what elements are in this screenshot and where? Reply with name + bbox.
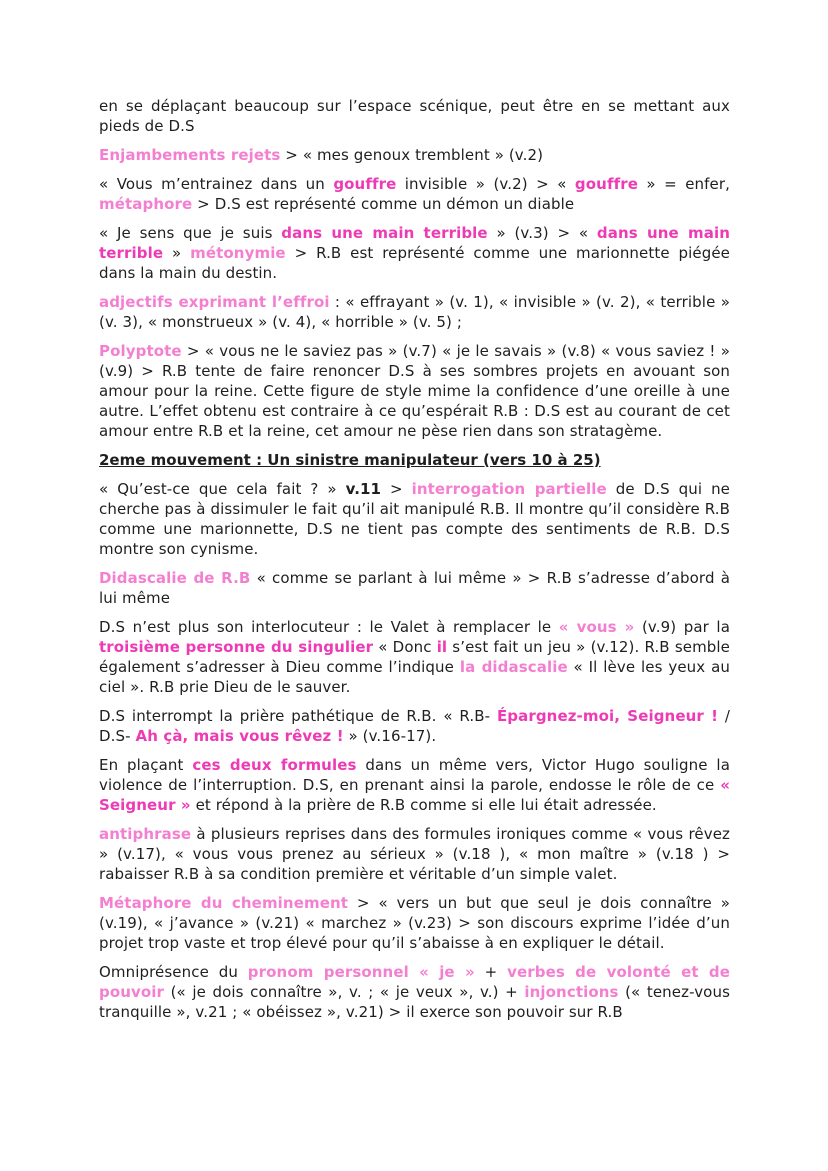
highlight-term: Polyptote bbox=[99, 342, 182, 360]
text: en se déplaçant beaucoup sur l’espace scénique, peut être en se mettant aux pieds de D.S bbox=[99, 97, 730, 135]
section-heading: 2eme mouvement : Un sinistre manipulateur (vers 10 à 25) bbox=[99, 451, 601, 469]
text: « Il lève les yeux au ciel ». R.B prie Dieu de le sauver. bbox=[99, 658, 730, 696]
highlight-term: troisième personne du singulier bbox=[99, 638, 374, 656]
text: > « mes genoux tremblent » (v.2) bbox=[280, 146, 544, 164]
highlight-term: dans une main terrible bbox=[99, 224, 730, 262]
highlight-term: Épargnez-moi, Seigneur ! bbox=[496, 707, 719, 725]
highlight-term: pronom personnel « je » bbox=[247, 963, 475, 981]
text: D.S interrompt la prière pathétique de R.B. « R.B- bbox=[99, 707, 497, 725]
highlight-term: injonctions bbox=[524, 983, 619, 1001]
text: à plusieurs reprises dans des formules ironiques comme « vous rêvez » (v.17), « vous vous prenez au sérieux » (v.18 ), « mon maître » (v.18 ) > rabaisser R.B à sa condition première et véritable d’un simple valet. bbox=[99, 825, 730, 883]
highlight-term: « vous » bbox=[558, 618, 635, 636]
document-body bbox=[99, 96, 730, 1031]
paragraph-10 bbox=[99, 706, 730, 746]
paragraph-9 bbox=[99, 617, 730, 697]
paragraph-5 bbox=[99, 292, 730, 332]
highlight-term: verbes de volonté et de pouvoir bbox=[99, 963, 731, 1001]
text: et répond à la prière de R.B comme si elle lui était adressée. bbox=[190, 796, 657, 814]
highlight-term: métonymie bbox=[190, 244, 286, 262]
text: (« tenez-vous tranquille », v.21 ; « obéissez », v.21) > il exerce son pouvoir sur R.B bbox=[99, 983, 730, 1021]
text: > bbox=[381, 480, 412, 498]
text: / D.S- bbox=[99, 707, 730, 745]
text: (« je dois connaître », v. ; « je veux », v.) + bbox=[164, 983, 525, 1001]
paragraph-11 bbox=[99, 755, 730, 815]
text: > « vers un but que seul je dois connaître » (v.19), « j’avance » (v.21) « marchez » (v.23) > son discours exprime l’idée d’un projet trop vaste et trop élevé pour qu’il s’abaisse à en expliquer le détail. bbox=[99, 894, 731, 952]
paragraph-3 bbox=[99, 174, 730, 214]
text: » = enfer, bbox=[637, 175, 730, 193]
text: invisible » (v.2) > « bbox=[396, 175, 575, 193]
text: « comme se parlant à lui même » > R.B s’adresse d’abord à lui même bbox=[99, 569, 730, 607]
paragraph-4 bbox=[99, 223, 730, 283]
highlight-term: ces deux formules bbox=[192, 756, 357, 774]
text: (v.9) par la bbox=[634, 618, 730, 636]
highlight-term: dans une main terrible bbox=[281, 224, 488, 242]
text: « Je sens que je suis bbox=[99, 224, 282, 242]
verse-reference: v.11 bbox=[345, 480, 382, 498]
highlight-term: adjectifs exprimant l’effroi bbox=[99, 293, 330, 311]
text: : « effrayant » (v. 1), « invisible » (v. 2), « terrible » (v. 3), « monstrueux » (v. 4), « horrible » (v. 5) ; bbox=[99, 293, 730, 331]
highlight-term: Ah çà, mais vous rêvez ! bbox=[135, 727, 344, 745]
paragraph-14 bbox=[99, 962, 730, 1022]
highlight-term: « Seigneur » bbox=[99, 776, 730, 814]
text: de D.S qui ne cherche pas à dissimuler le fait qu’il ait manipulé R.B. Il montre qu’il considère R.B comme une marionnette, D.S ne tient pas compte des sentiments de R.B. D.S montre son cynisme. bbox=[99, 480, 731, 558]
text: » (v.3) > « bbox=[487, 224, 597, 242]
text: » bbox=[163, 244, 191, 262]
highlight-term: antiphrase bbox=[99, 825, 192, 843]
text: dans un même vers, Victor Hugo souligne la violence de l’interruption. D.S, en prenant ainsi la parole, endosse le rôle de ce bbox=[99, 756, 730, 794]
text: « Donc bbox=[373, 638, 437, 656]
text: « Qu’est-ce que cela fait ? » bbox=[99, 480, 346, 498]
highlight-term: Didascalie de R.B bbox=[99, 569, 251, 587]
highlight-term: interrogation partielle bbox=[411, 480, 607, 498]
paragraph-6 bbox=[99, 341, 730, 441]
paragraph-7 bbox=[99, 479, 730, 559]
highlight-term: Métaphore du cheminement bbox=[99, 894, 349, 912]
paragraph-2 bbox=[99, 145, 730, 165]
highlight-term: gouffre bbox=[333, 175, 397, 193]
text: > R.B est représenté comme une marionnette piégée dans la main du destin. bbox=[99, 244, 731, 282]
highlight-term: la didascalie bbox=[459, 658, 568, 676]
text: Omniprésence du bbox=[99, 963, 248, 981]
text: « Vous m’entrainez dans un bbox=[99, 175, 334, 193]
text: > « vous ne le saviez pas » (v.7) « je le savais » (v.8) « vous saviez ! » (v.9) > R.B tente de faire renoncer D.S à ses sombres projets en avouant son amour pour la reine. Cette figure de style mime la confidence d’une oreille à une autre. L’effet obtenu est contraire à ce qu’espérait R.B : D.S est au courant de cet amour entre R.B et la reine, cet amour ne pèse rien dans son stratagème. bbox=[99, 342, 730, 440]
paragraph-1 bbox=[99, 96, 730, 136]
text: + bbox=[474, 963, 508, 981]
paragraph-12 bbox=[99, 824, 730, 884]
highlight-term: gouffre bbox=[574, 175, 638, 193]
text: » (v.16-17). bbox=[343, 727, 437, 745]
text: D.S n’est plus son interlocuteur : le Valet à remplacer le bbox=[99, 618, 559, 636]
paragraph-8 bbox=[99, 568, 730, 608]
text: En plaçant bbox=[99, 756, 193, 774]
highlight-term: métaphore bbox=[99, 195, 193, 213]
highlight-term: Enjambements rejets bbox=[99, 146, 281, 164]
paragraph-13 bbox=[99, 893, 730, 953]
text: > D.S est représenté comme un démon un diable bbox=[192, 195, 575, 213]
text: s’est fait un jeu » (v.12). R.B semble également s’adresser à Dieu comme l’indique bbox=[99, 638, 730, 676]
highlight-term: il bbox=[436, 638, 448, 656]
